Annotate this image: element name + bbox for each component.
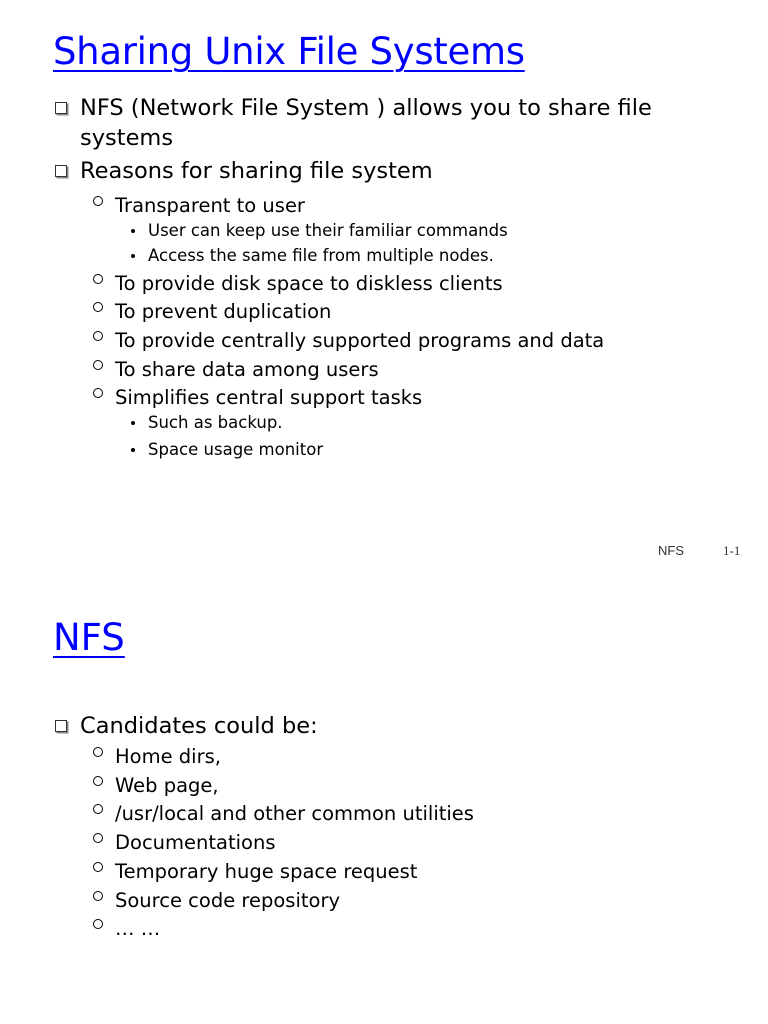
circle-bullet-icon — [93, 360, 103, 370]
dot-bullet-icon — [131, 229, 135, 233]
sub-bullet-text: To share data among users — [115, 358, 379, 381]
sub-bullet-text: Home dirs, — [115, 745, 221, 768]
sub-bullet-text: /usr/local and other common utilities — [115, 802, 474, 825]
sub-bullet-text: Simplifies central support tasks — [115, 386, 423, 409]
sub-sub-bullet-text: User can keep use their familiar commands — [148, 221, 508, 240]
dot-bullet-icon — [131, 254, 135, 258]
circle-bullet-icon — [93, 833, 103, 843]
circle-bullet-icon — [93, 302, 103, 312]
sub-bullet-item — [115, 299, 331, 325]
sub-bullet-text: Source code repository — [115, 889, 341, 912]
sub-bullet-item — [115, 193, 305, 219]
sub-bullet-item — [115, 888, 340, 914]
bullet-text: Candidates could be: — [80, 713, 318, 739]
circle-bullet-icon — [93, 331, 103, 341]
bullet-item — [80, 93, 720, 153]
bullet-item — [80, 156, 720, 186]
sub-sub-bullet-item — [148, 245, 494, 267]
circle-bullet-icon — [93, 776, 103, 786]
sub-bullet-item — [115, 385, 422, 411]
sub-bullet-item — [115, 271, 503, 297]
sub-bullet-item — [115, 744, 221, 770]
slide-title: Sharing Unix File Systems — [53, 30, 525, 73]
circle-bullet-icon — [93, 274, 103, 284]
circle-bullet-icon — [93, 196, 103, 206]
slide-2 — [0, 592, 768, 1024]
sub-bullet-item — [115, 328, 604, 354]
circle-bullet-icon — [93, 388, 103, 398]
sub-sub-bullet-text: Such as backup. — [148, 413, 283, 432]
sub-bullet-item — [115, 916, 160, 942]
circle-bullet-icon — [93, 891, 103, 901]
sub-bullet-text: To provide disk space to diskless clients — [115, 272, 503, 295]
page-number: 1-1 — [723, 543, 741, 558]
sub-bullet-item — [115, 801, 474, 827]
square-bullet-icon — [55, 165, 67, 177]
sub-bullet-text: To prevent duplication — [115, 300, 332, 323]
sub-bullet-text: To provide centrally supported programs and data — [115, 329, 605, 352]
square-bullet-icon — [55, 720, 67, 732]
sub-bullet-text: Temporary huge space request — [115, 860, 418, 883]
sub-sub-bullet-text: Space usage monitor — [148, 440, 324, 459]
sub-sub-bullet-item — [148, 220, 508, 242]
sub-bullet-item — [115, 830, 276, 856]
sub-sub-bullet-item — [148, 412, 283, 434]
square-bullet-icon — [55, 102, 67, 114]
sub-bullet-text: Transparent to user — [115, 194, 305, 217]
sub-bullet-text: Documentations — [115, 831, 276, 854]
circle-bullet-icon — [93, 862, 103, 872]
circle-bullet-icon — [93, 804, 103, 814]
sub-bullet-text: Web page, — [115, 774, 219, 797]
bullet-text: NFS (Network File System ) allows you to share file systems — [80, 95, 652, 151]
footer-section-label: NFS — [658, 543, 684, 558]
slide-title: NFS — [53, 616, 125, 659]
sub-sub-bullet-item — [148, 439, 323, 461]
sub-sub-bullet-text: Access the same file from multiple nodes. — [148, 246, 494, 265]
bullet-item — [80, 711, 720, 741]
circle-bullet-icon — [93, 919, 103, 929]
sub-bullet-item — [115, 357, 379, 383]
sub-bullet-item — [115, 773, 219, 799]
dot-bullet-icon — [131, 421, 135, 425]
bullet-text: Reasons for sharing file system — [80, 158, 433, 184]
sub-bullet-item — [115, 859, 417, 885]
sub-bullet-text: … … — [115, 917, 161, 940]
dot-bullet-icon — [131, 448, 135, 452]
circle-bullet-icon — [93, 747, 103, 757]
